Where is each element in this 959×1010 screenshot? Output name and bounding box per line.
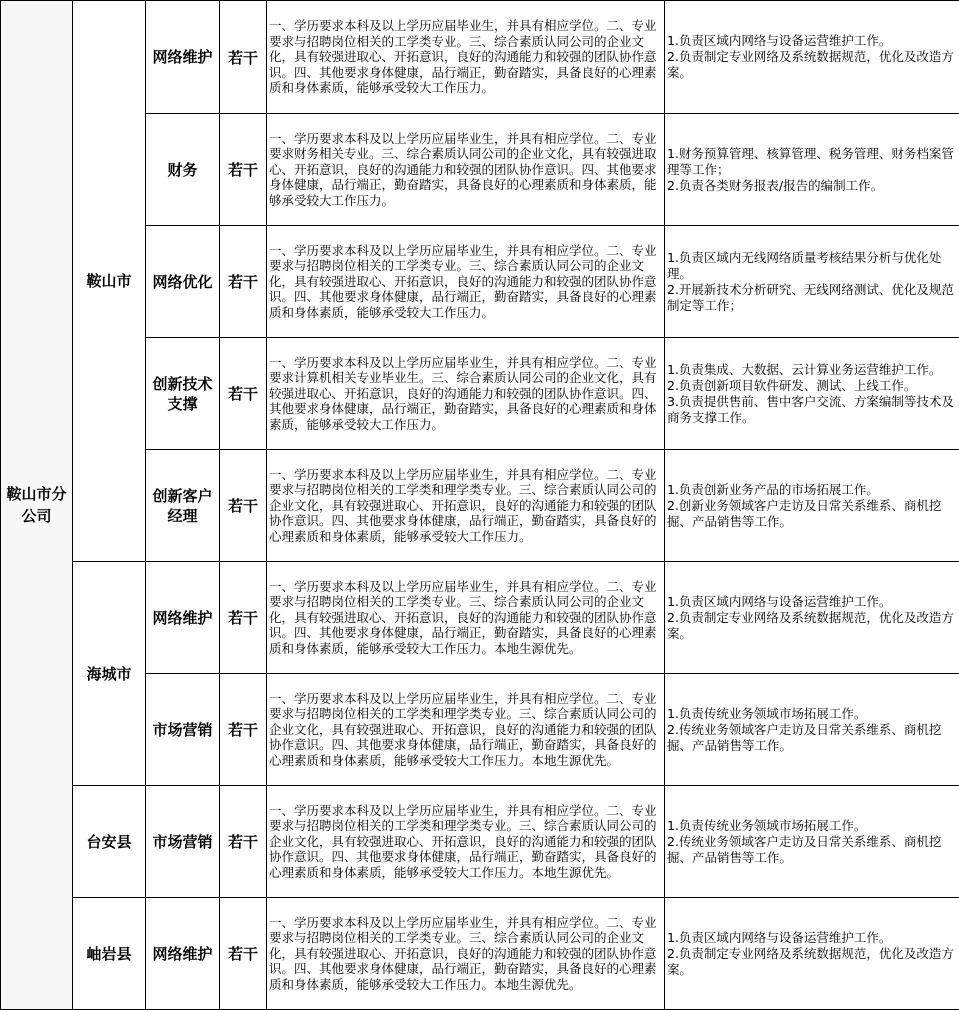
post-count: 若干: [220, 1, 267, 114]
post-name: 网络维护: [146, 898, 220, 1010]
duty-item: 2.负责创新项目软件研发、测试、上线工作。: [667, 378, 957, 394]
duty-item: 1.负责区域内网络与设备运营维护工作。: [667, 33, 957, 49]
post-count: 若干: [220, 674, 267, 786]
post-count: 若干: [220, 898, 267, 1010]
requirement-text: 一、学历要求本科及以上学历应届毕业生，并具有相应学位。二、专业要求与招聘岗位相关的工学类和理学类专业。三、综合素质认同公司的企业文化，具有较强进取心、开拓意识，良好的沟通能力和较强的团队协作意识。四、其他要求身体健康，品行端正，勤奋踏实，具备良好的心理素质和身体素质，能够承受较大工作压力。本地生源优先。: [267, 786, 665, 898]
duty-item: 2.传统业务领域客户走访及日常关系维系、商机挖掘、产品销售等工作。: [667, 834, 957, 866]
duty-item: 1.负责传统业务领域市场拓展工作。: [667, 818, 957, 834]
duty-item: 1.负责集成、大数据、云计算业务运营维护工作。: [667, 362, 957, 378]
duty-item: 2.负责各类财务报表/报告的编制工作。: [667, 178, 957, 194]
city-name-xiuyan: 岫岩县: [73, 898, 146, 1010]
post-count: 若干: [220, 114, 267, 226]
post-count: 若干: [220, 338, 267, 450]
duty-item: 1.负责区域内网络与设备运营维护工作。: [667, 930, 957, 946]
city-name-taian: 台安县: [73, 786, 146, 898]
duty-list: [665, 786, 959, 898]
duty-item: 1.负责区域内网络与设备运营维护工作。: [667, 594, 957, 610]
requirement-text: 一、学历要求本科及以上学历应届毕业生，并具有相应学位。二、专业要求与招聘岗位相关的工学类和理学类专业。三、综合素质认同公司的企业文化，具有较强进取心、开拓意识，良好的沟通能力和较强的团队协作意识。四、其他要求身体健康，品行端正，勤奋踏实，具备良好的心理素质和身体素质，能够承受较大工作压力。本地生源优先。: [267, 674, 665, 786]
duty-list: [665, 450, 959, 562]
requirement-text: 一、学历要求本科及以上学历应届毕业生，并具有相应学位。二、专业要求与招聘岗位相关的工学类和理学类专业。三、综合素质认同公司的企业文化，具有较强进取心、开拓意识，良好的沟通能力和较强的团队协作意识。四、其他要求身体健康，品行端正，勤奋踏实，具备良好的心理素质和身体素质，能够承受较大工作压力。: [267, 450, 665, 562]
duty-item: 1.负责传统业务领域市场拓展工作。: [667, 706, 957, 722]
post-name: 市场营销: [146, 674, 220, 786]
table-row: [1, 1, 959, 114]
duty-item: 1.负责区域内无线网络质量考核结果分析与优化处理。: [667, 250, 957, 282]
post-name: 市场营销: [146, 786, 220, 898]
table-row: [1, 562, 959, 674]
duty-item: 1.负责创新业务产品的市场拓展工作。: [667, 482, 957, 498]
duty-item: 2.负责制定专业网络及系统数据规范，优化及改造方案。: [667, 946, 957, 978]
branch-name: 鞍山市分公司: [1, 1, 73, 1010]
duty-list: [665, 338, 959, 450]
post-name: 财务: [146, 114, 220, 226]
post-name: 创新客户经理: [146, 450, 220, 562]
duty-item: 2.负责制定专业网络及系统数据规范，优化及改造方案。: [667, 610, 957, 642]
requirement-text: 一、学历要求本科及以上学历应届毕业生，并具有相应学位。二、专业要求与招聘岗位相关的工学类专业。三、综合素质认同公司的企业文化，具有较强进取心、开拓意识，良好的沟通能力和较强的团队协作意识。四、其他要求身体健康，品行端正，勤奋踏实，具备良好的心理素质和身体素质，能够承受较大工作压力。: [267, 226, 665, 338]
requirement-text: 一、学历要求本科及以上学历应届毕业生，并具有相应学位。二、专业要求与招聘岗位相关的工学类专业。三、综合素质认同公司的企业文化，具有较强进取心、开拓意识，良好的沟通能力和较强的团队协作意识。四、其他要求身体健康，品行端正，勤奋踏实，具备良好的心理素质和身体素质，能够承受较大工作压力。本地生源优先。: [267, 898, 665, 1010]
requirement-text: 一、学历要求本科及以上学历应届毕业生，并具有相应学位。二、专业要求计算机相关专业毕业生。三、综合素质认同公司的企业文化，具有较强进取心、开拓意识，良好的沟通能力和较强的团队协作意识。四、其他要求身体健康，品行端正，勤奋踏实，具备良好的心理素质和身体素质，能够承受较大工作压力。: [267, 338, 665, 450]
duty-list: [665, 898, 959, 1010]
requirement-text: 一、学历要求本科及以上学历应届毕业生，并具有相应学位。二、专业要求与招聘岗位相关的工学类专业。三、综合素质认同公司的企业文化，具有较强进取心、开拓意识，良好的沟通能力和较强的团队协作意识。四、其他要求身体健康，品行端正，勤奋踏实，具备良好的心理素质和身体素质，能够承受较大工作压力。本地生源优先。: [267, 562, 665, 674]
duty-list: [665, 114, 959, 226]
city-name-anshan: 鞍山市: [73, 1, 146, 562]
city-name-haicheng: 海城市: [73, 562, 146, 786]
duty-item: 3.负责提供售前、售中客户交流、方案编制等技术及商务支撑工作。: [667, 394, 957, 426]
post-name: 网络优化: [146, 226, 220, 338]
post-name: 创新技术支撑: [146, 338, 220, 450]
table-row: [1, 898, 959, 1010]
post-name: 网络维护: [146, 1, 220, 114]
duty-list: [665, 1, 959, 114]
duty-item: 2.传统业务领域客户走访及日常关系维系、商机挖掘、产品销售等工作。: [667, 722, 957, 754]
post-count: 若干: [220, 562, 267, 674]
duty-item: 2.创新业务领域客户走访及日常关系维系、商机挖掘、产品销售等工作。: [667, 498, 957, 530]
post-count: 若干: [220, 450, 267, 562]
duty-list: [665, 562, 959, 674]
duty-item: 2.开展新技术分析研究、无线网络测试、优化及规范制定等工作；: [667, 282, 957, 314]
duty-item: 2.负责制定专业网络及系统数据规范，优化及改造方案。: [667, 49, 957, 81]
requirement-text: 一、学历要求本科及以上学历应届毕业生，并具有相应学位。二、专业要求财务相关专业。三、综合素质认同公司的企业文化，具有较强进取心、开拓意识，良好的沟通能力和较强的团队协作意识。四、其他要求身体健康，品行端正，勤奋踏实，具备良好的心理素质和身体素质，能够承受较大工作压力。: [267, 114, 665, 226]
duty-list: [665, 226, 959, 338]
table-row: [1, 786, 959, 898]
post-count: 若干: [220, 226, 267, 338]
duty-list: [665, 674, 959, 786]
post-name: 网络维护: [146, 562, 220, 674]
post-count: 若干: [220, 786, 267, 898]
requirement-text: 一、学历要求本科及以上学历应届毕业生，并具有相应学位。二、专业要求与招聘岗位相关的工学类专业。三、综合素质认同公司的企业文化，具有较强进取心、开拓意识，良好的沟通能力和较强的团队协作意识。四、其他要求身体健康，品行端正，勤奋踏实，具备良好的心理素质和身体素质，能够承受较大工作压力。: [267, 1, 665, 114]
duty-item: 1.财务预算管理、核算管理、税务管理、财务档案管理等工作；: [667, 146, 957, 178]
